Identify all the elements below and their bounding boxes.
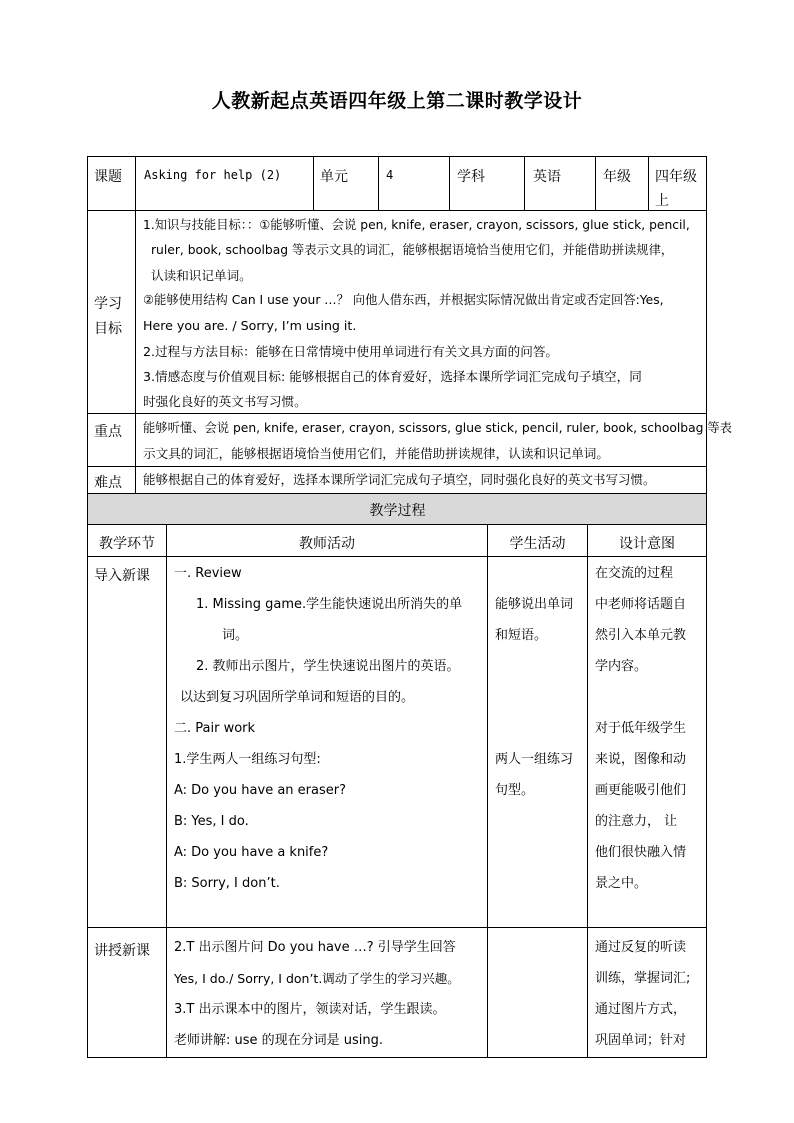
difficulties-text: 能够根据自己的体育爱好，选择本课所学词汇完成句子填空，同时强化良好的英文书写习惯。 — [143, 472, 656, 487]
table-line — [313, 156, 314, 211]
table-line — [87, 493, 707, 494]
design-line: 通过图片方式， — [595, 1002, 687, 1017]
table-line — [524, 156, 525, 211]
table-line — [648, 156, 649, 211]
table-line — [87, 156, 707, 157]
key-points-label: 重点 — [94, 424, 122, 440]
process-header: 教学过程 — [369, 503, 426, 519]
table-line — [87, 524, 707, 525]
table-line — [449, 156, 450, 211]
goals-line: Here you are. / Sorry, I’m using it. — [143, 318, 357, 333]
design-line: 通过反复的听读 — [595, 940, 687, 955]
design-line: 中老师将话题自 — [595, 597, 687, 612]
design-line: 的注意力， 让 — [595, 814, 678, 829]
design-line: 然引入本单元教 — [595, 628, 687, 643]
teacher-line: 老师讲解: use 的现在分词是 using. — [174, 1033, 384, 1048]
goals-line: ruler, book, schoolbag 等表示文具的词汇，能够根据语境恰当使用它们，并能借助拼读规律， — [151, 243, 674, 257]
table-line — [595, 156, 596, 211]
teacher-line: 二. Pair work — [174, 721, 256, 736]
table-line — [135, 156, 136, 494]
teacher-line: 一. Review — [174, 566, 242, 581]
grade-value-line2: 上 — [655, 193, 669, 209]
subject-label: 学科 — [457, 169, 485, 185]
goals-label-line1: 学习 — [94, 296, 122, 312]
table-line — [87, 927, 707, 928]
table-line — [587, 524, 588, 1058]
goals-line: 3.情感态度与价值观目标: 能够根据自己的体育爱好，选择本课所学词汇完成句子填空，同 — [143, 369, 642, 384]
design-line: 来说，图像和动 — [595, 752, 687, 767]
table-line — [87, 156, 88, 1058]
key-points-line: 示文具的词汇，能够根据语境恰当使用它们，并能借助拼读规律，认读和识记单词。 — [143, 446, 609, 461]
student-line: 句型。 — [495, 783, 535, 798]
col-design: 设计意图 — [619, 536, 675, 552]
student-line: 能够说出单词 — [495, 597, 574, 612]
teacher-line: 2. 教师出示图片，学生快速说出图片的英语。 — [196, 659, 460, 674]
goals-line: 时强化良好的英文书写习惯。 — [143, 394, 307, 409]
goals-line: ②能够使用结构 Can I use your …？ 向他人借东西，并根据实际情况做出肯定或否定回答:Yes, — [143, 293, 664, 307]
grade-label: 年级 — [603, 169, 631, 185]
unit-value: 4 — [386, 168, 394, 182]
table-line — [487, 524, 488, 1058]
section1-stage: 导入新课 — [94, 568, 150, 584]
col-student: 学生活动 — [509, 536, 566, 552]
section2-stage: 讲授新课 — [94, 943, 150, 959]
teacher-line: 2.T 出示图片问 Do you have …? 引导学生回答 — [174, 940, 456, 955]
table-line — [87, 556, 707, 557]
teacher-line: 以达到复习巩固所学单词和短语的目的。 — [180, 690, 415, 705]
goals-line: 2.过程与方法目标：能够在日常情境中使用单词进行有关文具方面的问答。 — [143, 344, 559, 359]
design-line: 在交流的过程 — [595, 566, 674, 581]
page-title: 人教新起点英语四年级上第二课时教学设计 — [211, 90, 583, 112]
design-line: 景之中。 — [595, 876, 648, 891]
grade-value-line1: 四年级 — [655, 169, 697, 185]
table-line — [706, 156, 707, 1058]
goals-line: 1.知识与技能目标：：①能够听懂、会说 pen, knife, eraser, crayon, scissors, glue stick, pencil, — [143, 218, 690, 232]
design-line: 画更能吸引他们 — [595, 783, 687, 798]
design-line: 巩固单词；针对 — [595, 1033, 687, 1048]
teacher-line: A: Do you have an eraser? — [174, 783, 346, 798]
teacher-line: Yes, I do./ Sorry, I don’t.调动了学生的学习兴趣。 — [174, 971, 460, 986]
key-points-line: 能够听懂、会说 pen, knife, eraser, crayon, scissors, glue stick, pencil, ruler, book, schoolbag 等表 — [143, 421, 732, 435]
subject-value: 英语 — [533, 169, 561, 185]
unit-label: 单元 — [320, 169, 348, 185]
teacher-line: 3.T 出示课本中的图片，领读对话，学生跟读。 — [174, 1002, 446, 1017]
table-line — [378, 156, 379, 211]
table-line — [166, 524, 167, 1058]
col-stage: 教学环节 — [99, 536, 155, 552]
col-teacher: 教师活动 — [299, 536, 355, 552]
teacher-line: 1.学生两人一组练习句型: — [174, 752, 321, 767]
topic-value: Asking for help (2) — [144, 168, 282, 182]
difficulties-label: 难点 — [94, 475, 122, 491]
teacher-line: B: Sorry, I don’t. — [174, 876, 280, 891]
table-line — [87, 210, 707, 211]
teacher-line: 1. Missing game.学生能快速说出所消失的单 — [196, 597, 463, 612]
teacher-line: A: Do you have a knife? — [174, 845, 329, 860]
topic-label: 课题 — [94, 169, 122, 185]
student-line: 两人一组练习 — [495, 752, 574, 767]
design-line: 学内容。 — [595, 659, 648, 674]
teacher-line: 词。 — [222, 628, 249, 643]
student-line: 和短语。 — [495, 628, 548, 643]
teacher-line: B: Yes, I do. — [174, 814, 249, 829]
design-line: 训练，掌握词汇; — [595, 971, 691, 986]
design-line: 对于低年级学生 — [595, 721, 687, 736]
design-line: 他们很快融入情 — [595, 845, 687, 860]
table-line — [87, 1057, 707, 1058]
goals-label-line2: 目标 — [94, 321, 122, 337]
goals-line: 认读和识记单词。 — [151, 268, 252, 283]
